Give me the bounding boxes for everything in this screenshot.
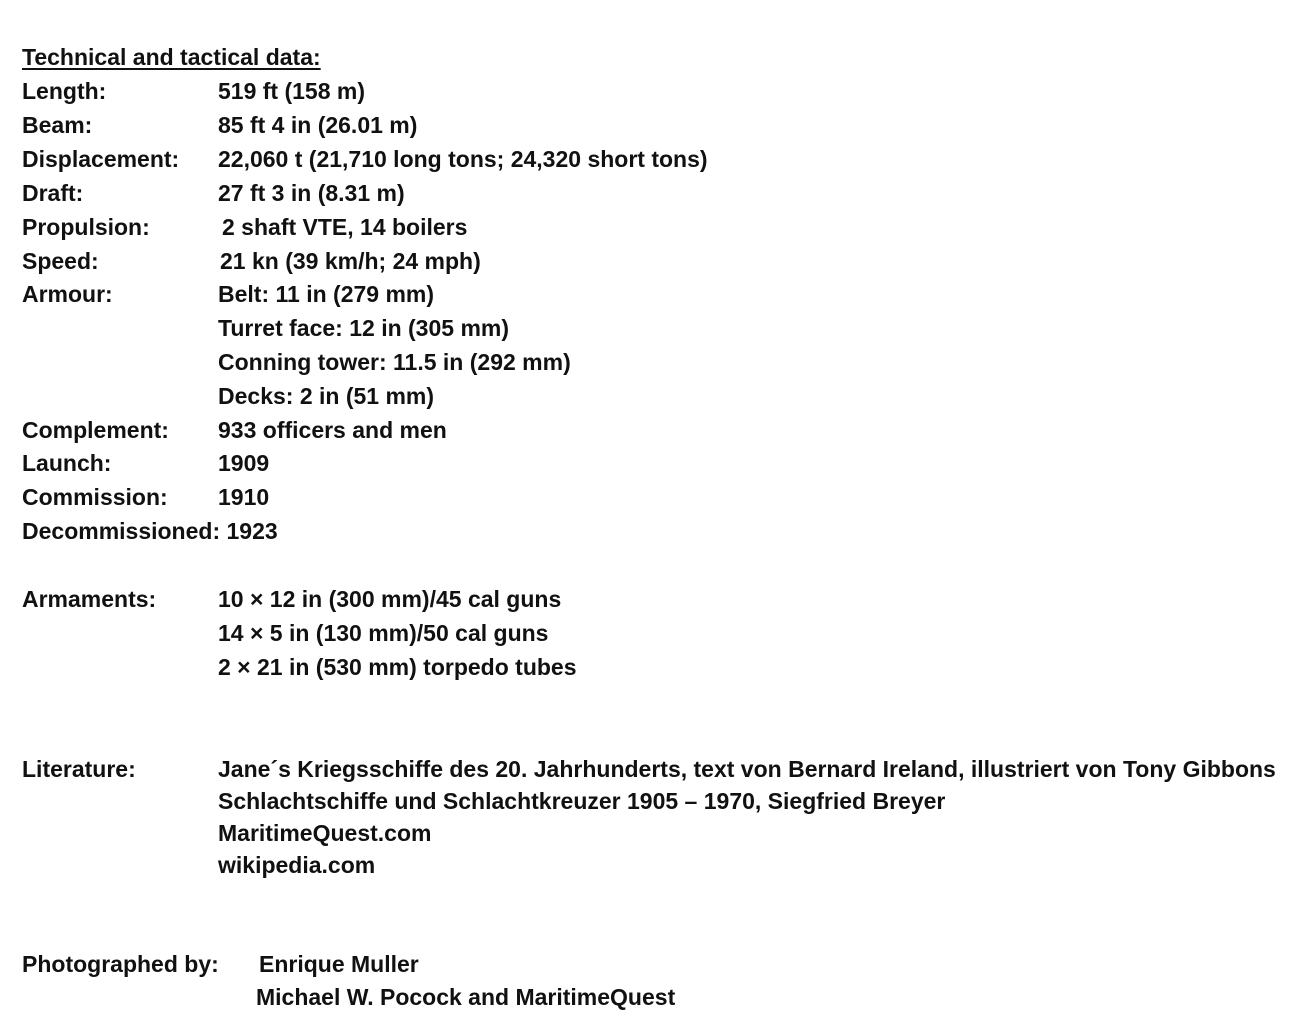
photographed-by-label: Photographed by: [22, 951, 219, 977]
length-label: Length: [22, 78, 107, 104]
armament-item: 14 × 5 in (130 mm)/50 cal guns [218, 620, 549, 646]
armour-conning-tower-value: Conning tower: 11.5 in (292 mm) [218, 349, 571, 375]
literature-label: Literature: [22, 756, 136, 782]
propulsion-label: Propulsion: [22, 214, 150, 240]
launch-value: 1909 [218, 450, 270, 476]
commission-label: Commission: [22, 484, 168, 510]
armament-item: 10 × 12 in (300 mm)/45 cal guns [218, 586, 562, 612]
armour-belt-value: Belt: 11 in (279 mm) [218, 281, 435, 307]
launch-label: Launch: [22, 450, 112, 476]
displacement-label: Displacement: [22, 146, 180, 172]
armour-decks-value: Decks: 2 in (51 mm) [218, 383, 435, 409]
armour-label: Armour: [22, 281, 113, 307]
photographer-name: Michael W. Pocock and MaritimeQuest [256, 984, 676, 1010]
displacement-value: 22,060 t (21,710 long tons; 24,320 short tons) [218, 146, 708, 172]
armament-item: 2 × 21 in (530 mm) torpedo tubes [218, 654, 577, 680]
draft-label: Draft: [22, 180, 84, 206]
literature-item: Schlachtschiffe und Schlachtkreuzer 1905 – 1970, Siegfried Breyer [218, 788, 946, 814]
photographer-name: Enrique Muller [259, 951, 419, 977]
armour-turret-value: Turret face: 12 in (305 mm) [218, 315, 510, 341]
beam-value: 85 ft 4 in (26.01 m) [218, 112, 418, 138]
commission-value: 1910 [218, 484, 270, 510]
literature-item: Jane´s Kriegsschiffe des 20. Jahrhunderts, text von Bernard Ireland, illustriert von Tony Gibbons [218, 756, 1276, 782]
literature-item: wikipedia.com [218, 852, 376, 878]
speed-value: 21 kn (39 km/h; 24 mph) [220, 248, 481, 274]
complement-value: 933 officers and men [218, 417, 447, 443]
armaments-label: Armaments: [22, 586, 157, 612]
decommissioned-line: Decommissioned: 1923 [22, 518, 278, 544]
literature-item: MaritimeQuest.com [218, 820, 432, 846]
speed-label: Speed: [22, 248, 99, 274]
propulsion-value: 2 shaft VTE, 14 boilers [222, 214, 468, 240]
page-title: Technical and tactical data: [22, 44, 321, 70]
draft-value: 27 ft 3 in (8.31 m) [218, 180, 405, 206]
complement-label: Complement: [22, 417, 169, 443]
beam-label: Beam: [22, 112, 93, 138]
length-value: 519 ft (158 m) [218, 78, 366, 104]
